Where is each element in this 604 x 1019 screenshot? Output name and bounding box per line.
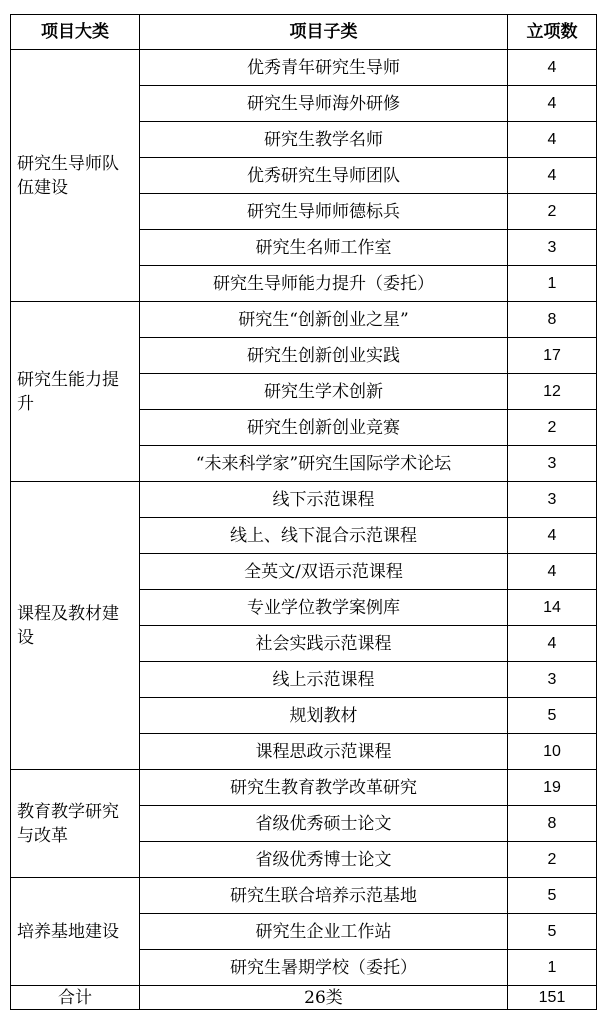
total-count: 151: [508, 986, 597, 1010]
subcategory-cell: 研究生“创新创业之星”: [140, 302, 508, 338]
subcategory-cell: “未来科学家”研究生国际学术论坛: [140, 446, 508, 482]
count-cell: 2: [508, 410, 597, 446]
count-cell: 4: [508, 518, 597, 554]
table-row: [11, 770, 597, 806]
header-count: 立项数: [508, 15, 597, 50]
count-cell: 4: [508, 626, 597, 662]
subcategory-cell: 研究生学术创新: [140, 374, 508, 410]
count-cell: 4: [508, 122, 597, 158]
header-subcategory: 项目子类: [140, 15, 508, 50]
table-body: [11, 50, 597, 986]
subcategory-cell: 研究生导师海外研修: [140, 86, 508, 122]
count-cell: 3: [508, 230, 597, 266]
count-cell: 3: [508, 446, 597, 482]
count-cell: 1: [508, 950, 597, 986]
subcategory-cell: 社会实践示范课程: [140, 626, 508, 662]
table-header-row: [11, 15, 597, 50]
subcategory-cell: 研究生名师工作室: [140, 230, 508, 266]
total-subcategories: 26类: [140, 986, 508, 1010]
subcategory-cell: 研究生教育教学改革研究: [140, 770, 508, 806]
count-cell: 14: [508, 590, 597, 626]
count-cell: 5: [508, 914, 597, 950]
subcategory-cell: 研究生教学名师: [140, 122, 508, 158]
subcategory-cell: 规划教材: [140, 698, 508, 734]
count-cell: 4: [508, 158, 597, 194]
subcategory-cell: 专业学位教学案例库: [140, 590, 508, 626]
category-cell: 教育教学研究与改革: [11, 770, 140, 878]
subcategory-cell: 研究生导师能力提升（委托）: [140, 266, 508, 302]
count-cell: 19: [508, 770, 597, 806]
category-cell: 培养基地建设: [11, 878, 140, 986]
project-table: [10, 14, 597, 1010]
count-cell: 4: [508, 50, 597, 86]
subcategory-cell: 研究生创新创业竞赛: [140, 410, 508, 446]
count-cell: 2: [508, 194, 597, 230]
subcategory-cell: 线下示范课程: [140, 482, 508, 518]
count-cell: 12: [508, 374, 597, 410]
count-cell: 5: [508, 698, 597, 734]
count-cell: 3: [508, 482, 597, 518]
subcategory-cell: 省级优秀博士论文: [140, 842, 508, 878]
count-cell: 17: [508, 338, 597, 374]
subcategory-cell: 研究生暑期学校（委托）: [140, 950, 508, 986]
subcategory-cell: 优秀研究生导师团队: [140, 158, 508, 194]
table-row: [11, 302, 597, 338]
count-cell: 8: [508, 806, 597, 842]
count-cell: 3: [508, 662, 597, 698]
header-category: 项目大类: [11, 15, 140, 50]
count-cell: 8: [508, 302, 597, 338]
count-cell: 1: [508, 266, 597, 302]
subcategory-cell: 课程思政示范课程: [140, 734, 508, 770]
subcategory-cell: 全英文/双语示范课程: [140, 554, 508, 590]
count-cell: 2: [508, 842, 597, 878]
subcategory-cell: 研究生创新创业实践: [140, 338, 508, 374]
subcategory-cell: 优秀青年研究生导师: [140, 50, 508, 86]
table-row: [11, 878, 597, 914]
subcategory-cell: 线上、线下混合示范课程: [140, 518, 508, 554]
total-label: 合计: [11, 986, 140, 1010]
total-row: [11, 986, 597, 1010]
subcategory-cell: 研究生导师师德标兵: [140, 194, 508, 230]
table-row: [11, 482, 597, 518]
category-cell: 研究生能力提升: [11, 302, 140, 482]
count-cell: 5: [508, 878, 597, 914]
subcategory-cell: 线上示范课程: [140, 662, 508, 698]
count-cell: 4: [508, 86, 597, 122]
subcategory-cell: 研究生联合培养示范基地: [140, 878, 508, 914]
count-cell: 4: [508, 554, 597, 590]
category-cell: 研究生导师队伍建设: [11, 50, 140, 302]
subcategory-cell: 省级优秀硕士论文: [140, 806, 508, 842]
table-row: [11, 50, 597, 86]
subcategory-cell: 研究生企业工作站: [140, 914, 508, 950]
count-cell: 10: [508, 734, 597, 770]
category-cell: 课程及教材建设: [11, 482, 140, 770]
